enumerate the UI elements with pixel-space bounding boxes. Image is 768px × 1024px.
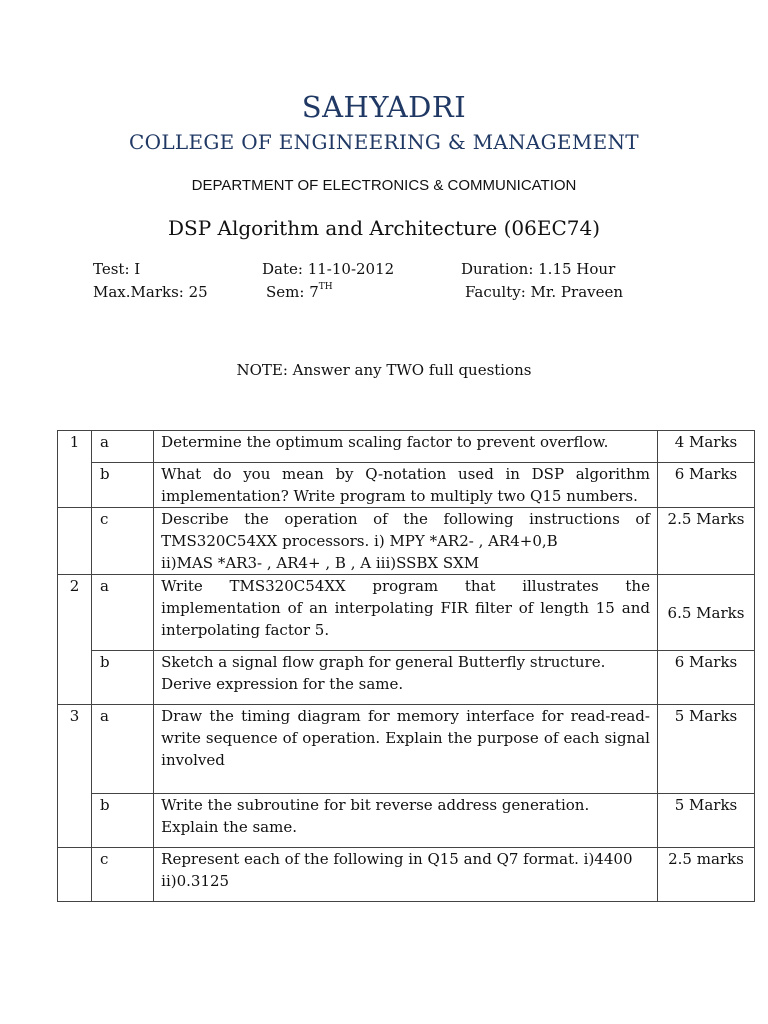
- question-text: [154, 848, 658, 902]
- exam-note: NOTE: Answer any TWO full questions: [236, 361, 532, 379]
- semester-label: Sem: 7TH: [266, 282, 333, 301]
- sub-question-label: c: [92, 848, 154, 902]
- question-text-line: ii)MAS *AR3- , AR4+ , B , A iii)SSBX SXM: [161, 554, 480, 572]
- question-text: Sketch a signal flow graph for general Butterfly structure. Derive expression for the same.: [154, 651, 658, 705]
- max-marks-label: Max.Marks: 25: [93, 283, 208, 301]
- question-text-line: Represent each of the following in Q15 and Q7 format. i)4400: [161, 850, 633, 868]
- question-number: 1: [58, 431, 92, 463]
- marks-value: 5 Marks: [657, 705, 754, 794]
- question-text: What do you mean by Q-notation used in DSP algorithm implementation? Write program to multiply two Q15 numbers.: [154, 463, 658, 508]
- marks-value: 5 Marks: [657, 794, 754, 848]
- duration-label: Duration: 1.15 Hour: [461, 260, 616, 278]
- question-text-line: ii)0.3125: [161, 872, 230, 890]
- sub-question-label: b: [92, 794, 154, 848]
- question-number: 2: [58, 575, 92, 651]
- test-label: Test: I: [93, 260, 141, 278]
- sub-question-label: a: [92, 705, 154, 794]
- institution-name: SAHYADRI: [301, 90, 467, 124]
- table-row: [58, 794, 755, 848]
- question-text: Write TMS320C54XX program that illustrates the implementation of an interpolating FIR filter of length 15 and interpolating factor 5.: [154, 575, 658, 651]
- date-label: Date: 11-10-2012: [262, 260, 395, 278]
- questions-table: [57, 430, 755, 902]
- sub-question-label: b: [92, 651, 154, 705]
- table-row: [58, 705, 755, 794]
- department-name: DEPARTMENT OF ELECTRONICS & COMMUNICATION: [191, 177, 577, 194]
- marks-value: 2.5 Marks: [657, 508, 754, 575]
- college-name: COLLEGE OF ENGINEERING & MANAGEMENT: [129, 130, 639, 154]
- table-row: [58, 463, 755, 508]
- sub-question-label: a: [92, 575, 154, 651]
- sub-question-label: c: [92, 508, 154, 575]
- question-number: 3: [58, 705, 92, 794]
- sub-question-label: a: [92, 431, 154, 463]
- table-row: [58, 575, 755, 651]
- table-row: [58, 848, 755, 902]
- subject-title: DSP Algorithm and Architecture (06EC74): [167, 216, 601, 240]
- marks-value: 4 Marks: [657, 431, 754, 463]
- marks-value: 2.5 marks: [657, 848, 754, 902]
- sub-question-label: b: [92, 463, 154, 508]
- question-text: Determine the optimum scaling factor to prevent overflow.: [154, 431, 658, 463]
- table-row: [58, 508, 755, 575]
- faculty-label: Faculty: Mr. Praveen: [465, 283, 624, 301]
- semester-suffix: TH: [318, 282, 333, 292]
- table-row: [58, 431, 755, 463]
- question-text: Write the subroutine for bit reverse address generation. Explain the same.: [154, 794, 658, 848]
- marks-value: 6.5 Marks: [657, 575, 754, 651]
- question-text: [154, 508, 658, 575]
- marks-value: 6 Marks: [657, 651, 754, 705]
- marks-value: 6 Marks: [657, 463, 754, 508]
- question-text-line: Describe the operation of the following instructions of TMS320C54XX processors. i) MPY *AR2- , AR4+0,B: [161, 510, 650, 550]
- question-text: Draw the timing diagram for memory interface for read-read-write sequence of operation. Explain the purpose of each signal involved: [154, 705, 658, 794]
- table-row: [58, 651, 755, 705]
